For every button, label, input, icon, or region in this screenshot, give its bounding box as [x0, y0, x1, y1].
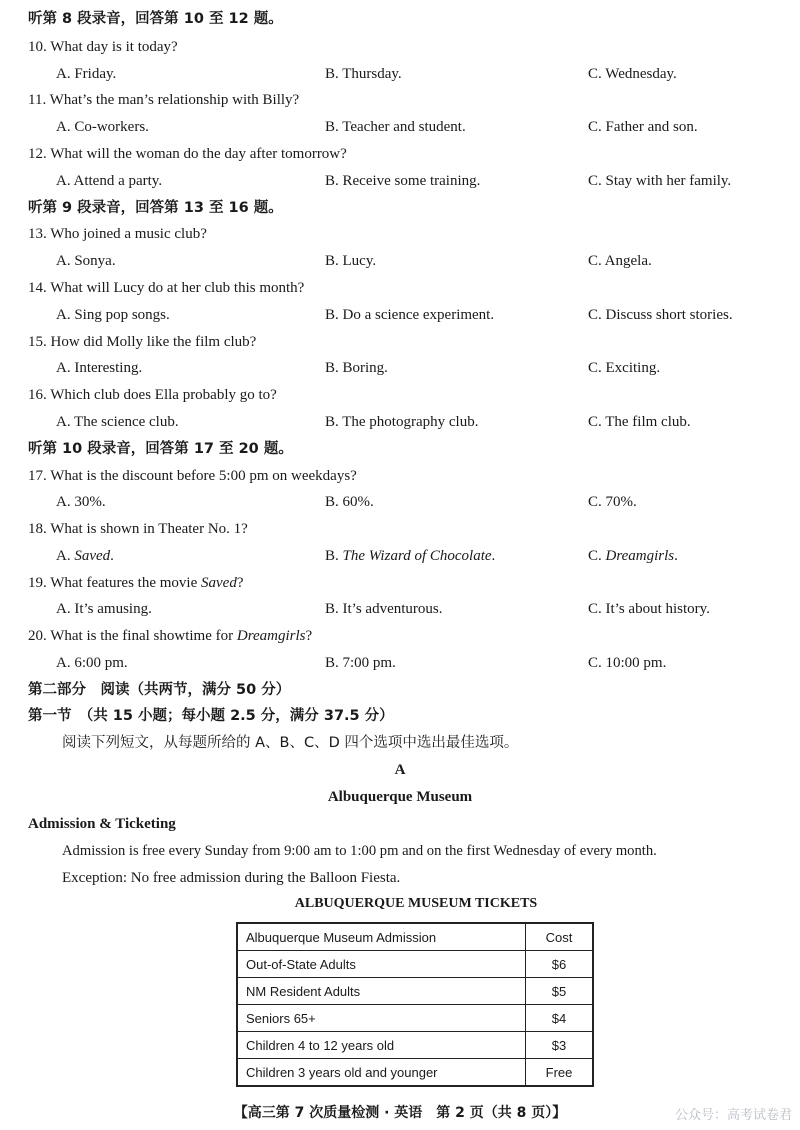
q19-option-a: A. It’s amusing. — [56, 601, 152, 617]
question-10: 10. What day is it today? — [28, 39, 178, 55]
table-row — [237, 951, 593, 978]
question-16: 16. Which club does Ella probably go to? — [28, 387, 277, 403]
q18-b-end: . — [491, 548, 496, 564]
question-11: 11. What’s the man’s relationship with Billy? — [28, 92, 300, 108]
q18-b-prefix: B. — [325, 548, 343, 564]
q16-option-b: B. The photography club. — [325, 414, 479, 430]
table-row — [237, 978, 593, 1005]
table-header-cost: Cost — [526, 923, 594, 951]
q19-title: Saved — [201, 575, 237, 591]
part2-heading: 第二部分 阅读（共两节，满分 50 分） — [28, 682, 291, 698]
table-row — [237, 1059, 593, 1087]
table-row — [237, 1032, 593, 1059]
question-17: 17. What is the discount before 5:00 pm on weekdays? — [28, 468, 357, 484]
question-19 — [28, 574, 244, 592]
q13-option-b: B. Lucy. — [325, 253, 377, 269]
section-heading-8: 听第 8 段录音，回答第 10 至 12 题。 — [28, 11, 283, 27]
q16-option-c: C. The film club. — [588, 414, 691, 430]
passage-title: Albuquerque Museum — [327, 789, 473, 805]
watermark: 公众号：高考试卷君 — [674, 1108, 792, 1123]
q18-c-end: . — [674, 548, 678, 564]
q15-option-c: C. Exciting. — [588, 360, 661, 376]
q14-option-c: C. Discuss short stories. — [588, 307, 733, 323]
q18-b-title: The Wizard of Chocolate — [342, 548, 492, 564]
table-cell-cost: Free — [526, 1059, 594, 1087]
q16-option-a: A. The science club. — [56, 414, 179, 430]
part2-instruction: 阅读下列短文，从每题所给的 A、B、C、D 四个选项中选出最佳选项。 — [62, 735, 519, 751]
part2-section1: 第一节 （共 15 小题；每小题 2.5 分，满分 37.5 分） — [28, 708, 394, 724]
table-cell-category: Children 3 years old and younger — [237, 1059, 526, 1087]
q18-c-title: Dreamgirls — [605, 548, 675, 564]
q19-end: ? — [236, 575, 244, 591]
passage-paragraph-2: Exception: No free admission during the Balloon Fiesta. — [62, 870, 401, 886]
q13-option-a: A. Sonya. — [56, 253, 116, 269]
q20-prefix: 20. What is the final showtime for — [28, 628, 237, 644]
q19-option-b: B. It’s adventurous. — [325, 601, 443, 617]
q20-title: Dreamgirls — [236, 628, 306, 644]
question-14: 14. What will Lucy do at her club this month? — [28, 280, 305, 296]
tickets-table — [236, 922, 594, 1087]
section-heading-10: 听第 10 段录音，回答第 17 至 20 题。 — [28, 441, 293, 457]
q10-option-a: A. Friday. — [56, 66, 117, 82]
q17-option-a: A. 30%. — [56, 494, 106, 510]
q17-option-b: B. 60%. — [325, 494, 374, 510]
q20-end: ? — [305, 628, 313, 644]
q20-option-a: A. 6:00 pm. — [56, 655, 128, 671]
q15-option-b: B. Boring. — [325, 360, 388, 376]
q19-option-c: C. It’s about history. — [588, 601, 710, 617]
question-18: 18. What is shown in Theater No. 1? — [28, 521, 248, 537]
q20-option-b: B. 7:00 pm. — [325, 655, 396, 671]
table-cell-category: Seniors 65+ — [237, 1005, 526, 1032]
table-cell-category: Children 4 to 12 years old — [237, 1032, 526, 1059]
q12-option-a: A. Attend a party. — [56, 173, 163, 189]
passage-subhead: Admission & Ticketing — [28, 816, 176, 832]
table-row — [237, 1005, 593, 1032]
passage-paragraph-1: Admission is free every Sunday from 9:00 am to 1:00 pm and on the first Wednesday of every month. — [62, 843, 657, 859]
q14-option-b: B. Do a science experiment. — [325, 307, 495, 323]
q10-option-c: C. Wednesday. — [588, 66, 677, 82]
table-cell-cost: $4 — [526, 1005, 594, 1032]
table-cell-cost: $5 — [526, 978, 594, 1005]
table-title: ALBUQUERQUE MUSEUM TICKETS — [294, 896, 538, 911]
q15-option-a: A. Interesting. — [56, 360, 143, 376]
passage-letter: A — [394, 762, 406, 778]
table-cell-category: NM Resident Adults — [237, 978, 526, 1005]
q18-option-c — [588, 547, 678, 565]
q19-prefix: 19. What features the movie — [28, 575, 201, 591]
q18-a-end: . — [110, 548, 114, 564]
q14-option-a: A. Sing pop songs. — [56, 307, 170, 323]
table-header-row — [237, 923, 593, 951]
page-footer: 【高三第 7 次质量检测 · 英语 第 2 页（共 8 页）】 — [233, 1105, 567, 1121]
question-12: 12. What will the woman do the day after tomorrow? — [28, 146, 347, 162]
q10-option-b: B. Thursday. — [325, 66, 402, 82]
q12-option-b: B. Receive some training. — [325, 173, 481, 189]
question-20 — [28, 627, 312, 645]
q18-option-b — [325, 547, 495, 565]
section-heading-9: 听第 9 段录音，回答第 13 至 16 题。 — [28, 200, 283, 216]
table-cell-category: Out-of-State Adults — [237, 951, 526, 978]
q13-option-c: C. Angela. — [588, 253, 652, 269]
question-13: 13. Who joined a music club? — [28, 226, 207, 242]
q18-option-a — [56, 547, 114, 565]
table-cell-cost: $6 — [526, 951, 594, 978]
q20-option-c: C. 10:00 pm. — [588, 655, 667, 671]
q11-option-c: C. Father and son. — [588, 119, 698, 135]
table-header-admission: Albuquerque Museum Admission — [237, 923, 526, 951]
table-cell-cost: $3 — [526, 1032, 594, 1059]
q18-c-prefix: C. — [588, 548, 606, 564]
q11-option-b: B. Teacher and student. — [325, 119, 466, 135]
q17-option-c: C. 70%. — [588, 494, 637, 510]
q12-option-c: C. Stay with her family. — [588, 173, 732, 189]
q18-a-prefix: A. — [56, 548, 75, 564]
question-15: 15. How did Molly like the film club? — [28, 334, 257, 350]
q11-option-a: A. Co-workers. — [56, 119, 149, 135]
q18-a-title: Saved — [74, 548, 111, 564]
